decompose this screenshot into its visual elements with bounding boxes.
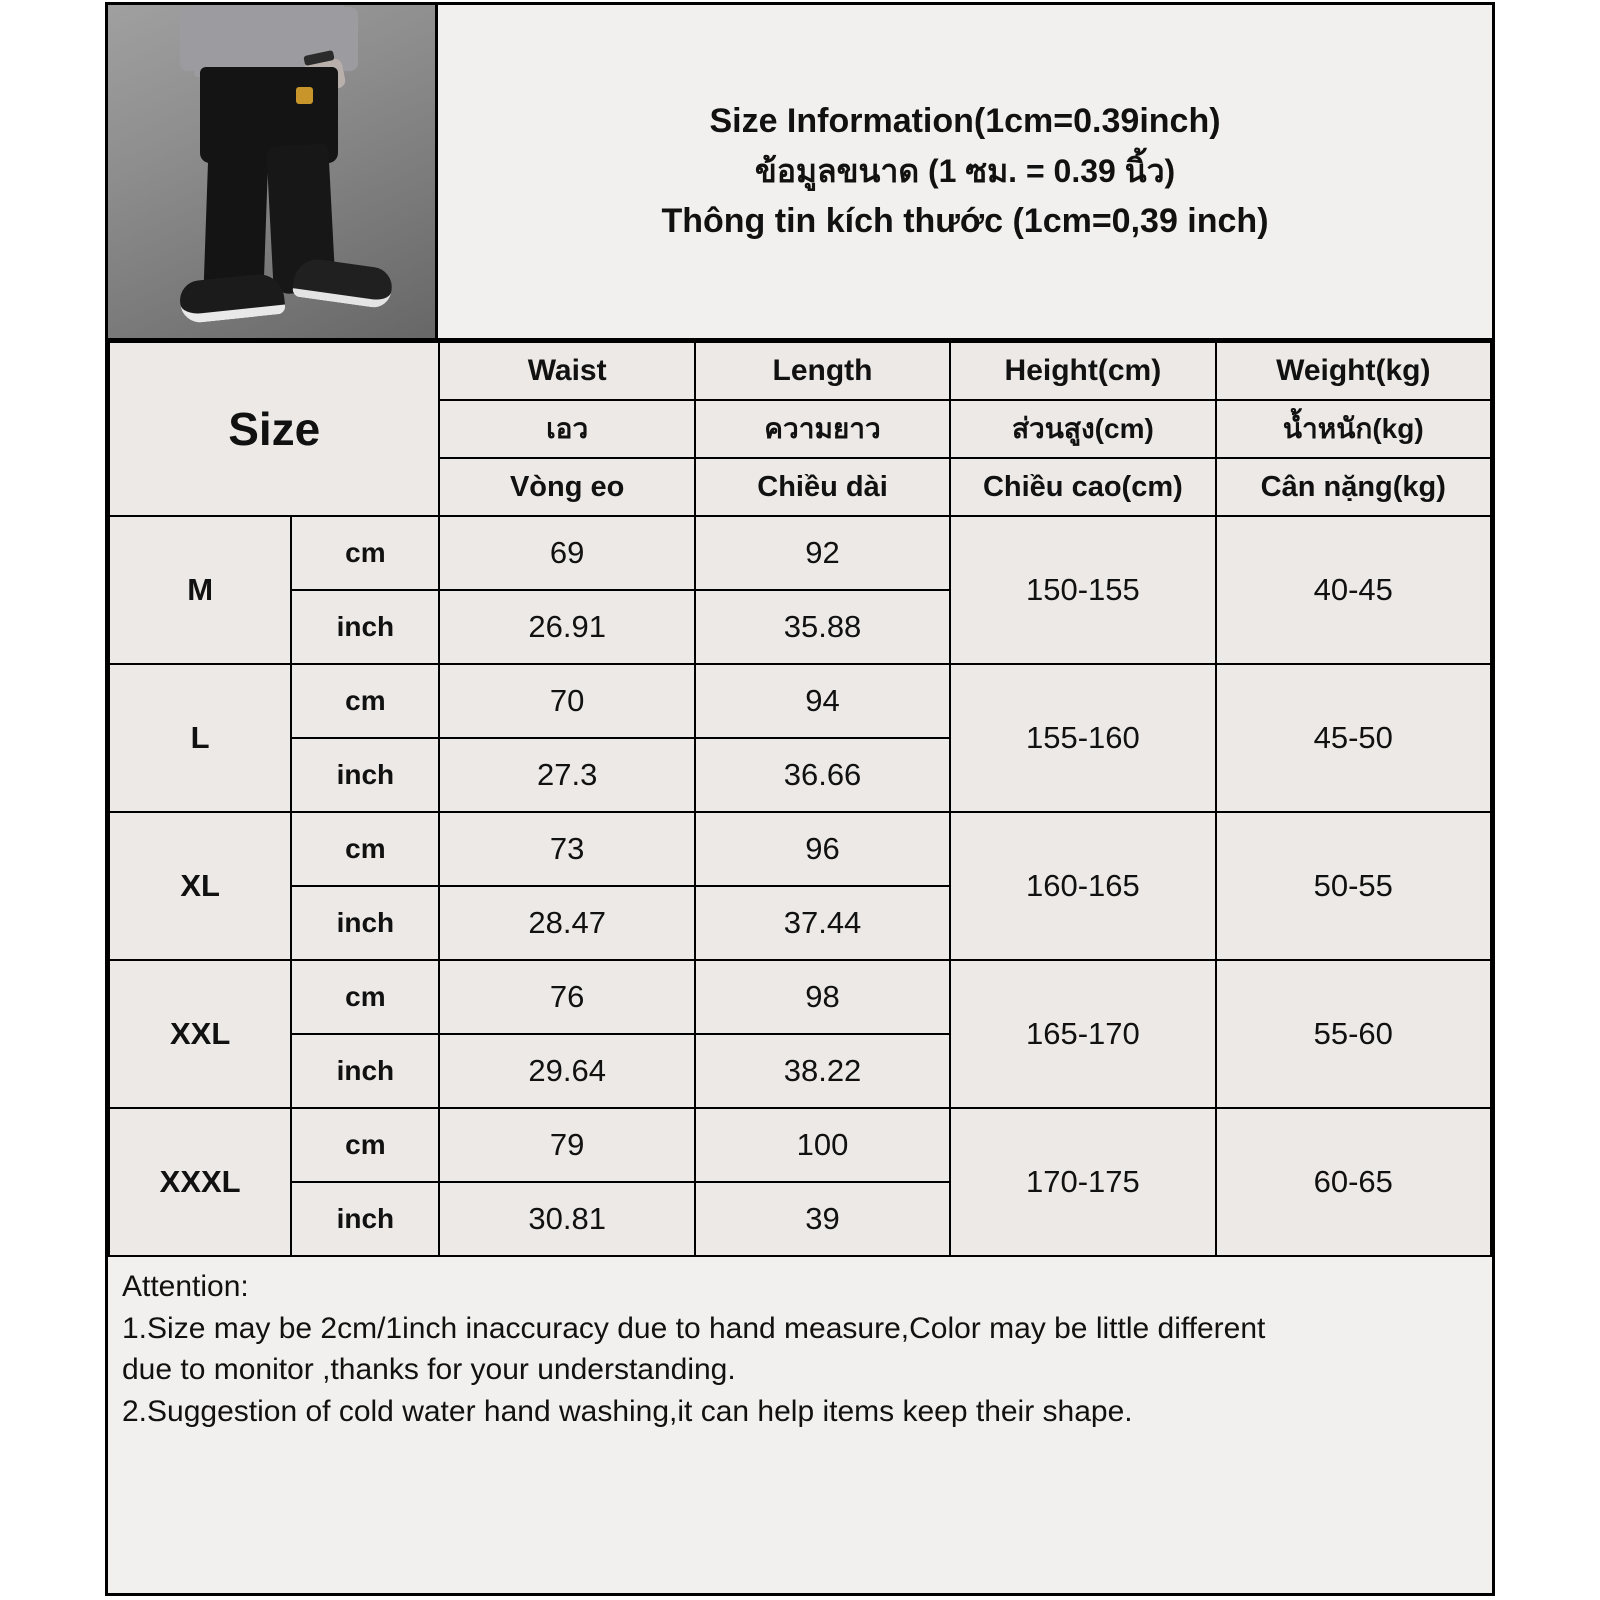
- header-weight-vi: Cân nặng(kg): [1216, 458, 1491, 516]
- header-waist-vi: Vòng eo: [439, 458, 694, 516]
- unit-inch: inch: [291, 886, 439, 960]
- xxxl-waist-cm: 79: [439, 1108, 694, 1182]
- header-length-vi: Chiều dài: [695, 458, 950, 516]
- m-waist-inch: 26.91: [439, 590, 694, 664]
- unit-cm: cm: [291, 960, 439, 1034]
- product-photo: [108, 5, 438, 338]
- xxxl-weight: 60-65: [1216, 1108, 1491, 1256]
- size-label-xxl: XXL: [109, 960, 291, 1108]
- title-thai: ข้อมูลขนาด (1 ซม. = 0.39 นิ้ว): [754, 153, 1176, 190]
- xxxl-waist-inch: 30.81: [439, 1182, 694, 1256]
- table-row: [109, 664, 1491, 738]
- unit-inch: inch: [291, 1034, 439, 1108]
- xxl-length-inch: 38.22: [695, 1034, 950, 1108]
- xxxl-length-inch: 39: [695, 1182, 950, 1256]
- unit-cm: cm: [291, 516, 439, 590]
- header-waist-en: Waist: [439, 342, 694, 400]
- header-height-th: ส่วนสูง(cm): [950, 400, 1215, 458]
- m-length-cm: 92: [695, 516, 950, 590]
- xxl-waist-inch: 29.64: [439, 1034, 694, 1108]
- joggers-badge: [296, 87, 313, 104]
- l-length-inch: 36.66: [695, 738, 950, 812]
- m-length-inch: 35.88: [695, 590, 950, 664]
- table-header-row-en: [109, 342, 1491, 400]
- xl-waist-cm: 73: [439, 812, 694, 886]
- l-length-cm: 94: [695, 664, 950, 738]
- l-height: 155-160: [950, 664, 1215, 812]
- size-label-xl: XL: [109, 812, 291, 960]
- size-label-m: M: [109, 516, 291, 664]
- size-chart-container: [105, 2, 1495, 1596]
- unit-inch: inch: [291, 590, 439, 664]
- unit-cm: cm: [291, 1108, 439, 1182]
- table-row: [109, 1108, 1491, 1182]
- xxxl-height: 170-175: [950, 1108, 1215, 1256]
- l-waist-inch: 27.3: [439, 738, 694, 812]
- xl-height: 160-165: [950, 812, 1215, 960]
- table-row: [109, 812, 1491, 886]
- header-height-en: Height(cm): [950, 342, 1215, 400]
- table-row: [109, 960, 1491, 1034]
- chart-title-block: [438, 5, 1492, 338]
- table-row: [109, 516, 1491, 590]
- xxxl-length-cm: 100: [695, 1108, 950, 1182]
- header-length-th: ความยาว: [695, 400, 950, 458]
- l-waist-cm: 70: [439, 664, 694, 738]
- m-waist-cm: 69: [439, 516, 694, 590]
- xxl-weight: 55-60: [1216, 960, 1491, 1108]
- header-waist-th: เอว: [439, 400, 694, 458]
- size-column-header: Size: [109, 342, 439, 516]
- unit-inch: inch: [291, 1182, 439, 1256]
- title-vietnamese: Thông tin kích thước (1cm=0,39 inch): [661, 201, 1269, 240]
- unit-cm: cm: [291, 812, 439, 886]
- chart-header: [108, 5, 1492, 341]
- xl-weight: 50-55: [1216, 812, 1491, 960]
- attention-heading: Attention:: [122, 1270, 249, 1303]
- l-weight: 45-50: [1216, 664, 1491, 812]
- title-english: Size Information(1cm=0.39inch): [709, 102, 1221, 140]
- m-weight: 40-45: [1216, 516, 1491, 664]
- header-height-vi: Chiều cao(cm): [950, 458, 1215, 516]
- unit-cm: cm: [291, 664, 439, 738]
- attention-line-2: due to monitor ,thanks for your understanding.: [122, 1353, 736, 1387]
- size-label-l: L: [109, 664, 291, 812]
- attention-line-1: 1.Size may be 2cm/1inch inaccuracy due to hand measure,Color may be little different: [122, 1311, 1266, 1345]
- xxl-height: 165-170: [950, 960, 1215, 1108]
- header-weight-en: Weight(kg): [1216, 342, 1491, 400]
- xxl-length-cm: 98: [695, 960, 950, 1034]
- xl-length-cm: 96: [695, 812, 950, 886]
- unit-inch: inch: [291, 738, 439, 812]
- xxl-waist-cm: 76: [439, 960, 694, 1034]
- attention-note: [108, 1257, 1492, 1593]
- attention-line-3: 2.Suggestion of cold water hand washing,it can help items keep their shape.: [122, 1394, 1133, 1428]
- size-table: [108, 341, 1492, 1257]
- size-label-xxxl: XXXL: [109, 1108, 291, 1256]
- xl-waist-inch: 28.47: [439, 886, 694, 960]
- m-height: 150-155: [950, 516, 1215, 664]
- header-length-en: Length: [695, 342, 950, 400]
- xl-length-inch: 37.44: [695, 886, 950, 960]
- header-weight-th: น้ำหนัก(kg): [1216, 400, 1491, 458]
